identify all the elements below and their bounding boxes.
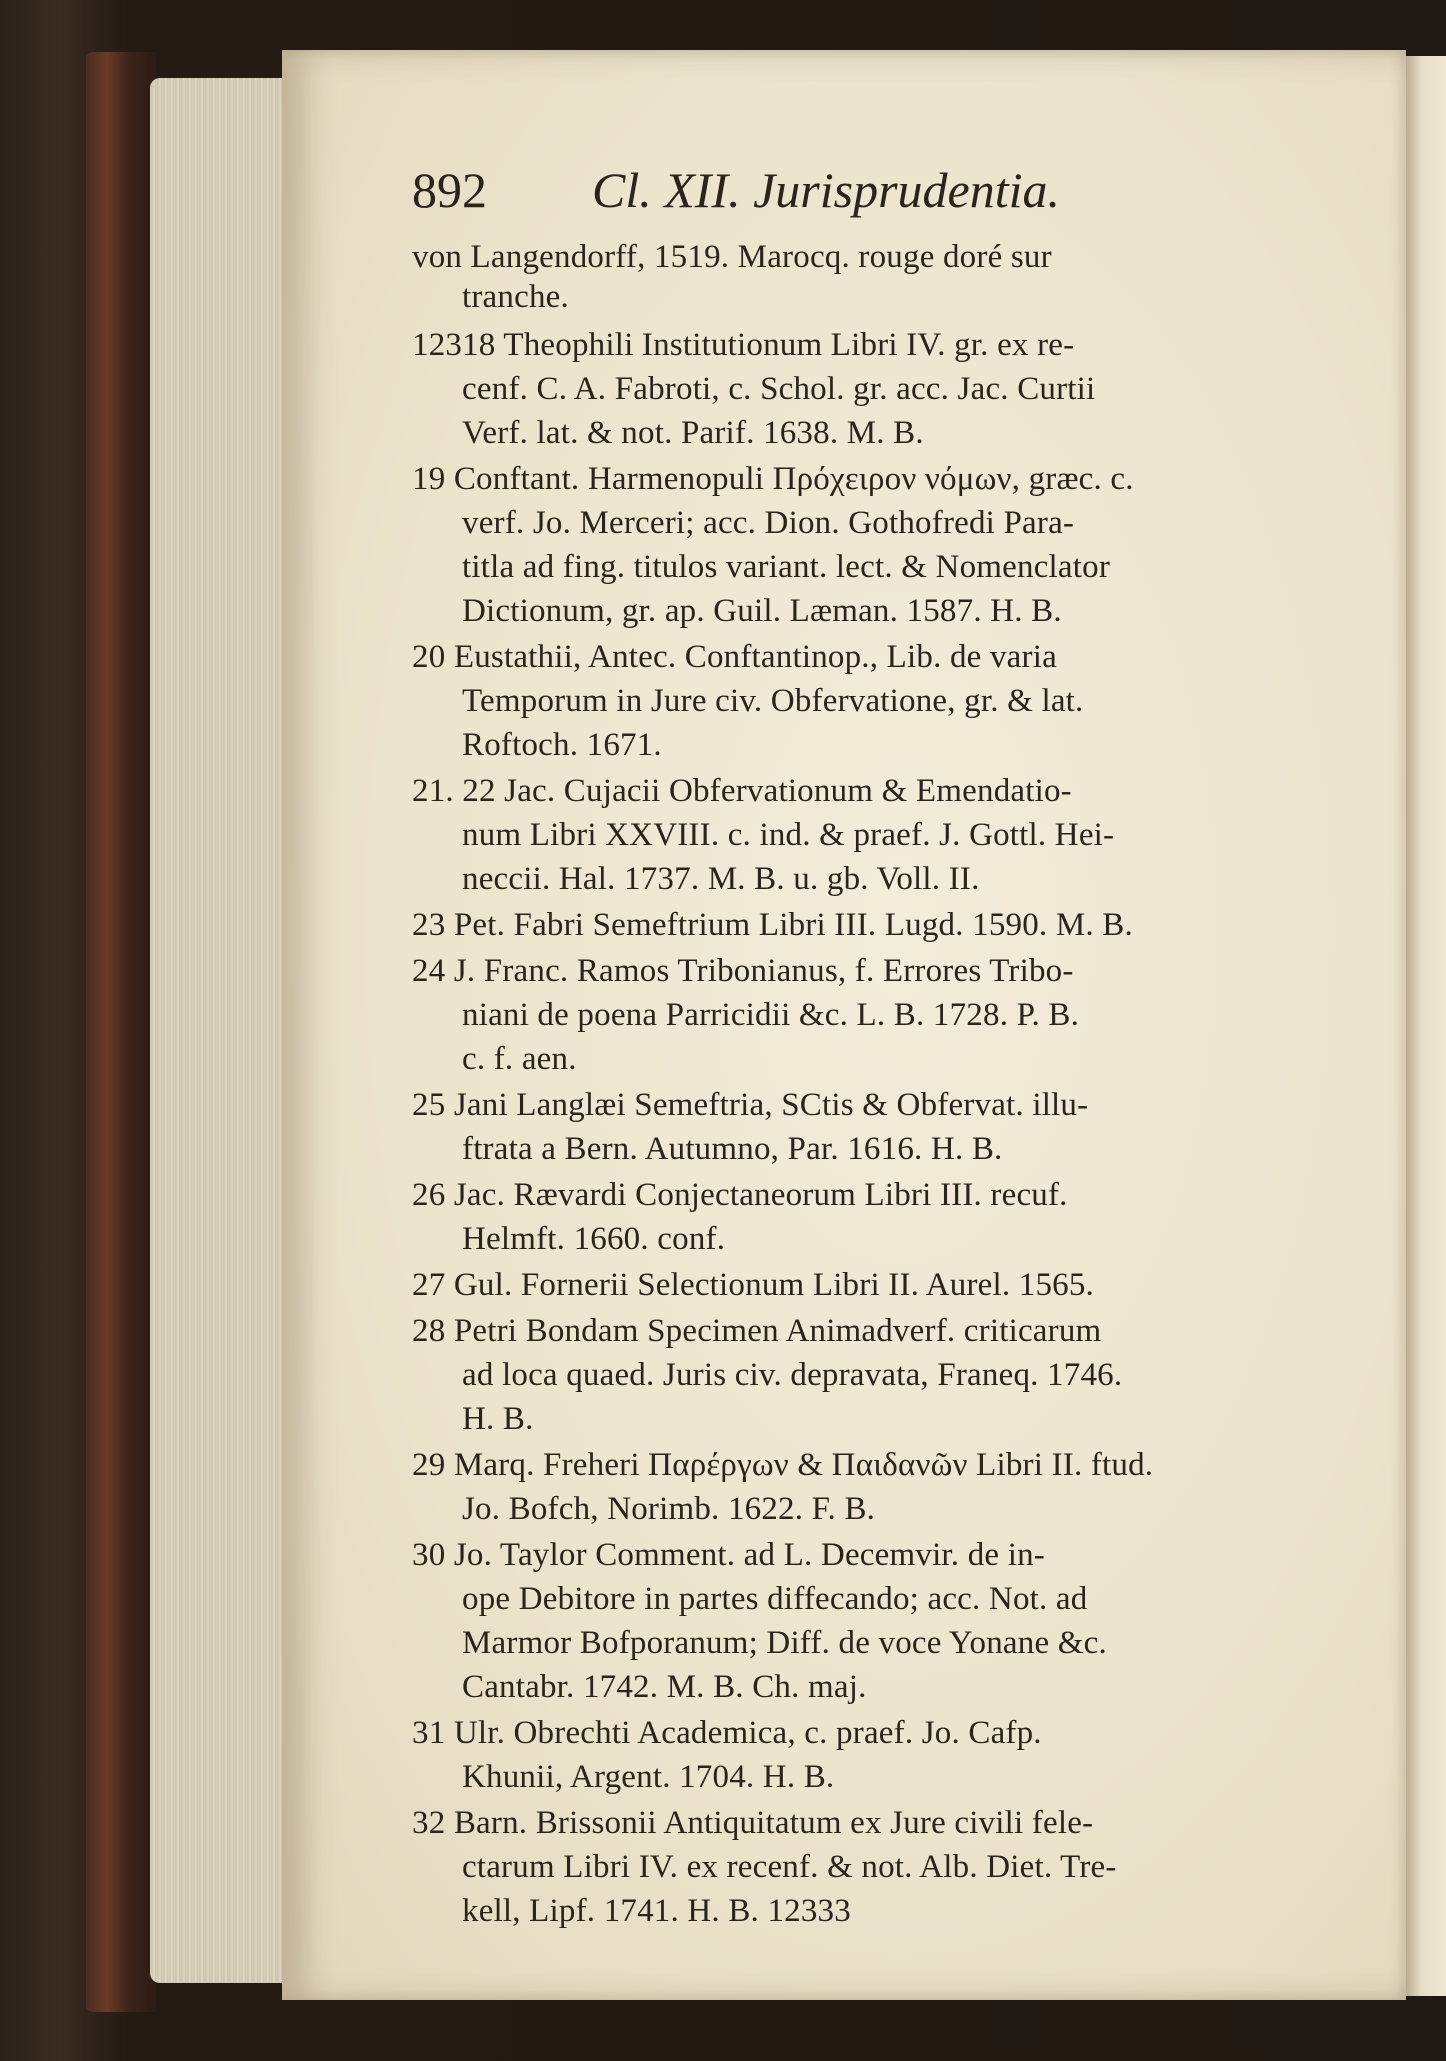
text-line: Roftoch. 1671. [462, 727, 662, 763]
text-line: c. f. aen. [462, 1041, 577, 1077]
text-line: Marmor Bofporanum; Diff. de voce Yonane &c. [462, 1625, 1107, 1661]
text-line: 12318 Theophili Institutionum Libri IV. gr. ex re- [412, 327, 1075, 363]
text-line: ad loca quaed. Juris civ. depravata, Franeq. 1746. [462, 1357, 1123, 1393]
running-title: Cl. XII. Jurisprudentia. [592, 162, 1061, 218]
text-line: 20 Eustathii, Antec. Conftantinop., Lib. de varia [412, 639, 1057, 675]
text-line: 21. 22 Jac. Cujacii Obfervationum & Emendatio- [412, 773, 1072, 809]
text-line: ctarum Libri IV. ex recenf. & not. Alb. Diet. Tre- [462, 1849, 1117, 1885]
text-line: Cantabr. 1742. M. B. Ch. maj. [462, 1669, 867, 1705]
text-line: 29 Marq. Freheri Παρέργων & Παιδανῶν Libri II. ftud. [412, 1447, 1154, 1483]
text-line: ftrata a Bern. Autumno, Par. 1616. H. B. [462, 1131, 1003, 1167]
text-line: Temporum in Jure civ. Obfervatione, gr. & lat. [462, 683, 1084, 719]
text-line: verf. Jo. Merceri; acc. Dion. Gothofredi Para- [462, 505, 1075, 541]
text-line: num Libri XXVIII. c. ind. & praef. J. Gottl. Hei- [462, 817, 1115, 853]
text-line: 23 Pet. Fabri Semeftrium Libri III. Lugd. 1590. M. B. [412, 907, 1133, 943]
page-number: 892 [412, 162, 487, 218]
text-line: 30 Jo. Taylor Comment. ad L. Decemvir. de in- [412, 1537, 1045, 1573]
text-line: Helmft. 1660. conf. [462, 1221, 726, 1257]
text-line: von Langendorff, 1519. Marocq. rouge doré sur [412, 239, 1052, 275]
text-line: 24 J. Franc. Ramos Tribonianus, f. Errores Tribo- [412, 953, 1074, 989]
text-line: Verf. lat. & not. Parif. 1638. M. B. [462, 415, 924, 451]
text-line: titla ad fing. titulos variant. lect. & Nomenclator [462, 549, 1111, 585]
text-line: 26 Jac. Rævardi Conjectaneorum Libri III. recuf. [412, 1177, 1068, 1213]
text-line: 31 Ulr. Obrechti Academica, c. praef. Jo. Cafp. [412, 1715, 1042, 1751]
text-line: H. B. [462, 1401, 534, 1437]
text-line: neccii. Hal. 1737. M. B. u. gb. Voll. II. [462, 861, 980, 897]
text-line: kell, Lipf. 1741. H. B. 12333 [462, 1893, 851, 1929]
text-line: ope Debitore in partes diffecando; acc. Not. ad [462, 1581, 1088, 1617]
text-line: cenf. C. A. Fabroti, c. Schol. gr. acc. Jac. Curtii [462, 371, 1096, 407]
text-line: 19 Conftant. Harmenopuli Πρόχειρον νόμων, græc. c. [412, 461, 1134, 497]
text-line: niani de poena Parricidii &c. L. B. 1728. P. B. [462, 997, 1080, 1033]
text-line: Jo. Bofch, Norimb. 1622. F. B. [462, 1491, 876, 1527]
text-line: 27 Gul. Fornerii Selectionum Libri II. Aurel. 1565. [412, 1267, 1095, 1303]
text-line: Khunii, Argent. 1704. H. B. [462, 1759, 835, 1795]
text-line: 32 Barn. Brissonii Antiquitatum ex Jure civili fele- [412, 1805, 1094, 1841]
page-header [412, 155, 1284, 225]
page-edges [150, 78, 290, 1983]
text-line: Dictionum, gr. ap. Guil. Læman. 1587. H. B. [462, 593, 1062, 629]
text-line: tranche. [462, 279, 569, 315]
text-line: 28 Petri Bondam Specimen Animadverf. criticarum [412, 1313, 1102, 1349]
facing-page-edge [1406, 56, 1446, 1996]
text-line: 25 Jani Langlæi Semeftria, SCtis & Obfervat. illu- [412, 1087, 1089, 1123]
page-text [412, 155, 1284, 1929]
book-cover-edge [86, 52, 156, 2012]
